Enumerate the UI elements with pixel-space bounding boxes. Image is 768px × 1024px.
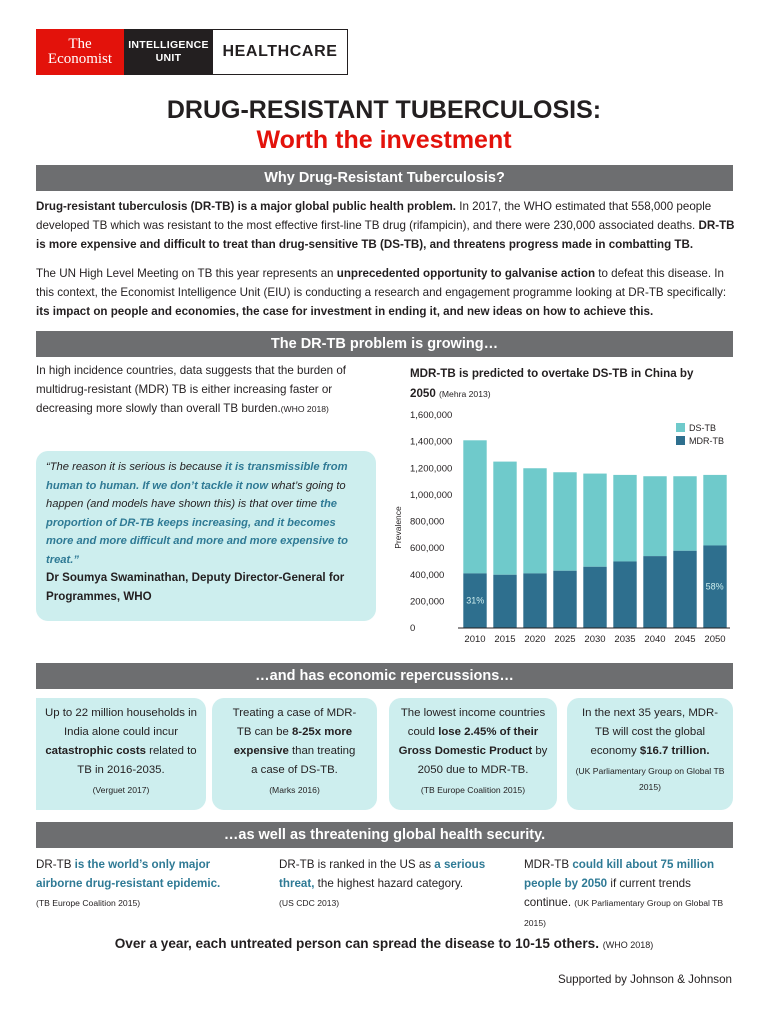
bottom-statement [0,934,768,955]
card-3-source: (TB Europe Coalition 2015) [420,785,526,795]
intro-paragraph-2 [36,264,736,321]
y-tick-label: 1,600,000 [410,410,453,421]
card-1-text: Up to 22 million households in India alone could incur [45,707,197,738]
growing-text: In high incidence countries, data suggests that the burden of multidrug-resistant (MDR) TB is either increasing faster or decreasing more slowly than overall TB burden. [36,364,347,415]
legend-swatch [676,436,685,445]
bar-mdr-tb [493,575,516,628]
bar-ds-tb [613,475,636,562]
annotation-first: 31% [466,595,485,606]
bar-ds-tb [463,440,486,573]
quote-author: Dr Soumya Swaminathan, Deputy Director-General for Programmes, WHO [46,571,345,603]
intro-bold-2: DR-TB is more expensive and difficult to treat than drug-sensitive TB (DS-TB), and threatens progress made in combatting TB. [36,219,735,251]
unit-line1: INTELLIGENCE [128,39,209,51]
intro-text-1: In 2017, the WHO estimated that 558,000 people developed TB which was resistant to the most effective first-line TB drug (rifampicin), and there were 230,000 associated deaths. [36,200,712,232]
y-tick-label: 400,000 [410,569,445,581]
unit-line2: UNIT [155,52,182,64]
bar-ds-tb [703,475,726,546]
bar-ds-tb [673,476,696,551]
security-3-highlight: could kill about 75 million people by 2050 [524,858,715,890]
security-item-1 [36,855,236,913]
card-1-source: (Verguet 2017) [92,785,150,795]
quote-part-1: “The reason it is serious is because [46,461,226,473]
y-tick-label: 200,000 [410,596,445,608]
bar-mdr-tb [613,561,636,628]
card-treatment-cost [212,698,377,810]
intro-bold-3: unprecedented opportunity to galvanise action [336,267,596,280]
x-tick-label: 2020 [524,634,546,645]
intro-paragraph-1 [36,197,736,254]
chart-title [410,364,710,404]
growing-paragraph [36,361,356,419]
card-households [36,698,206,810]
growing-source: (WHO 2018) [280,404,329,414]
section-band-why: Why Drug-Resistant Tuberculosis? [36,165,733,191]
bar-mdr-tb [583,567,606,628]
intro-text-2: The UN High Level Meeting on TB this year represents an [36,267,337,280]
security-2-highlight: a serious threat, [279,858,486,890]
intelligence-unit-logo [124,29,213,75]
x-tick-label: 2025 [554,634,576,645]
bar-mdr-tb [553,571,576,628]
logo-line2: Economist [47,51,113,67]
card-2-source: (Marks 2016) [269,785,320,795]
annotation-last: 58% [705,581,724,592]
bar-mdr-tb [673,551,696,628]
security-1-highlight: is the world’s only major airborne drug-resistant epidemic. [36,858,221,890]
quote-highlight-1: it is transmissible from human to human. If we don’t tackle it now [46,461,348,492]
intro-text-3: to defeat this disease. In this context, the Economist Intelligence Unit (EIU) is conducting a research and engagement programme looking at DR-TB specifically: [36,267,727,299]
section-band-economic: …and has economic repercussions… [36,663,733,689]
legend-swatch [676,423,685,432]
card-3-text-2: by 2050 due to MDR-TB. [417,745,548,776]
card-gdp-loss [389,698,557,810]
footer-sponsor: Supported by Johnson & Johnson [557,973,732,986]
card-1-text-2: related to TB in 2016-2035. [77,745,197,776]
stacked-bar-chart [390,405,735,645]
card-2-text-2: than treating a case of DS-TB. [251,745,356,776]
card-4-bold: $16.7 trillion. [639,745,710,757]
bar-ds-tb [643,476,666,556]
security-3-source: (UK Parliamentary Group on Global TB 2015) [524,898,724,928]
security-item-3 [524,855,729,933]
y-tick-label: 600,000 [410,543,445,555]
security-3-text-2: if current trends continue. [524,877,691,909]
card-3-bold: lose 2.45% of their Gross Domestic Product [398,726,539,757]
security-2-source: (US CDC 2013) [279,898,340,908]
x-tick-label: 2010 [464,634,486,645]
bar-ds-tb [493,462,516,575]
x-tick-label: 2050 [704,634,726,645]
quote-box [36,451,376,621]
y-tick-label: 1,400,000 [410,436,453,448]
y-tick-label: 1,200,000 [410,463,453,475]
intro-bold-4: its impact on people and economies, the case for investment in ending it, and new ideas on how to achieve this. [36,305,654,318]
card-3-text: The lowest income countries could [400,707,546,738]
quote-part-2: what’s going to happen (and models have shown this) is that over time [46,479,346,510]
section-band-security: …as well as threatening global health security. [36,822,733,848]
bar-mdr-tb [523,573,546,628]
security-2-text-2: the highest hazard category. [314,877,464,890]
economic-cards [36,698,733,810]
y-tick-label: 1,000,000 [410,489,453,501]
legend-label: DS-TB [689,423,716,433]
quote-text [46,458,366,569]
bar-ds-tb [523,468,546,573]
bottom-statement-source: (WHO 2018) [602,940,654,950]
quote-highlight-2: the proportion of DR-TB keeps increasing, and it becomes more and more difficult and more and more expensive to treat.” [46,498,348,566]
card-4-text: In the next 35 years, MDR-TB will cost the global economy [581,707,719,757]
intro-bold-1: Drug-resistant tuberculosis (DR-TB) is a major global public health problem. [36,200,457,213]
bar-ds-tb [583,474,606,567]
page-subtitle: Worth the investment [256,126,512,154]
section-label: HEALTHCARE [213,29,348,75]
page-title: DRUG-RESISTANT TUBERCULOSIS: [166,96,602,124]
card-global-cost [567,698,733,810]
card-2-text: Treating a case of MDR-TB can be [232,707,357,738]
section-band-growing: The DR-TB problem is growing… [36,331,733,357]
y-axis-label: Prevalence [393,506,403,549]
legend-label: MDR-TB [689,436,724,446]
economist-logo [36,29,124,75]
bar-mdr-tb [643,556,666,628]
chart-title-source: (Mehra 2013) [439,389,491,399]
x-tick-label: 2045 [674,634,696,645]
card-2-bold: 8-25x more expensive [233,726,353,757]
security-1-source: (TB Europe Coalition 2015) [36,898,141,908]
x-tick-label: 2035 [614,634,636,645]
security-3-text: MDR-TB [524,858,573,871]
logo-line1: The [68,36,92,52]
card-4-source: (UK Parliamentary Group on Global TB 2015) [575,766,725,792]
security-1-text: DR-TB [36,858,75,871]
y-tick-label: 800,000 [410,516,445,528]
card-1-bold: catastrophic costs [45,745,146,757]
bottom-statement-text: Over a year, each untreated person can spread the disease to 10-15 others. [114,936,599,951]
header [36,29,348,75]
x-tick-label: 2040 [644,634,666,645]
x-tick-label: 2015 [494,634,516,645]
security-item-2 [279,855,499,913]
x-tick-label: 2030 [584,634,606,645]
y-tick-label: 0 [410,623,416,634]
security-2-text: DR-TB is ranked in the US as [279,858,435,871]
chart-title-text: MDR-TB is predicted to overtake DS-TB in China by 2050 [410,367,694,400]
bar-ds-tb [553,472,576,571]
